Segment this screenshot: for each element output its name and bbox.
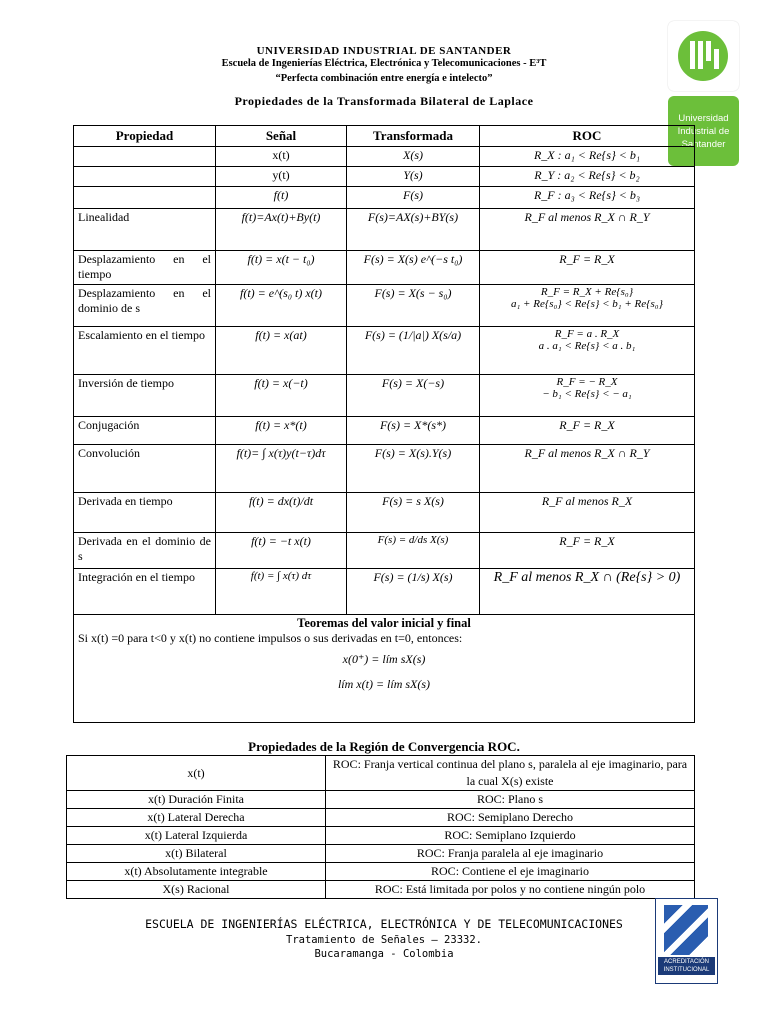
table-row bbox=[67, 809, 695, 827]
roc-cell: R_F = R_X bbox=[480, 251, 695, 285]
roc-cell: R_F al menos R_X ∩ R_Y bbox=[480, 209, 695, 251]
roc-signal: x(t) Absolutamente integrable bbox=[67, 863, 326, 881]
prop-cell bbox=[74, 167, 216, 187]
school-name: Escuela de Ingenierías Eléctrica, Electrónica y Telecomunicaciones - E³T bbox=[221, 58, 547, 69]
signal-cell: y(t) bbox=[216, 167, 347, 187]
table-row bbox=[67, 845, 695, 863]
header-cell: Señal bbox=[216, 126, 347, 147]
signal-cell: f(t) = x(at) bbox=[216, 327, 347, 375]
seal-stripes bbox=[664, 905, 708, 955]
table-row bbox=[74, 569, 695, 615]
prop-cell bbox=[74, 147, 216, 167]
theorem-row bbox=[74, 615, 695, 723]
prop-cell: Derivada en tiempo bbox=[74, 493, 216, 533]
roc-signal: x(t) Duración Finita bbox=[67, 791, 326, 809]
table-header bbox=[74, 126, 695, 147]
roc-desc: ROC: Contiene el eje imaginario bbox=[326, 863, 695, 881]
table-row bbox=[67, 756, 695, 791]
transform-cell: F(s) = (1/|a|) X(s/a) bbox=[347, 327, 480, 375]
roc-desc: ROC: Franja paralela al eje imaginario bbox=[326, 845, 695, 863]
roc-desc: ROC: Plano s bbox=[326, 791, 695, 809]
prop-cell: Conjugación bbox=[74, 417, 216, 445]
signal-cell: f(t) = ∫ x(τ) dτ bbox=[216, 569, 347, 615]
roc-cell: R_Y : a₂ < Re{s} < b₂ bbox=[480, 167, 695, 187]
roc-desc: ROC: Semiplano Derecho bbox=[326, 809, 695, 827]
table-row bbox=[74, 493, 695, 533]
transform-cell: F(s) = X(−s) bbox=[347, 375, 480, 417]
transform-cell: Y(s) bbox=[347, 167, 480, 187]
signal-cell: f(t) = x*(t) bbox=[216, 417, 347, 445]
transform-cell: F(s) = d/ds X(s) bbox=[347, 533, 480, 569]
roc-signal: x(t) Lateral Derecha bbox=[67, 809, 326, 827]
header-cell: Propiedad bbox=[74, 126, 216, 147]
signal-cell: f(t)=Ax(t)+By(t) bbox=[216, 209, 347, 251]
signal-cell: f(t)= ∫ x(τ)y(t−τ)dτ bbox=[216, 445, 347, 493]
roc-cell: R_F = R_X bbox=[480, 533, 695, 569]
footer-city: Bucaramanga - Colombia bbox=[314, 948, 454, 960]
theorem-eq2: lím x(t) = lím sX(s) bbox=[337, 677, 431, 691]
table-row bbox=[74, 533, 695, 569]
transform-cell: F(s) = X(s).Y(s) bbox=[347, 445, 480, 493]
uis-logo bbox=[668, 21, 739, 91]
roc-section-title: Propiedades de la Región de Convergencia ROC. bbox=[248, 739, 520, 754]
table-row bbox=[74, 147, 695, 167]
signal-cell: f(t) = −t x(t) bbox=[216, 533, 347, 569]
header-cell: Transformada bbox=[347, 126, 480, 147]
prop-cell: Linealidad bbox=[74, 209, 216, 251]
roc-desc: ROC: Semiplano Izquierdo bbox=[326, 827, 695, 845]
table-row bbox=[67, 881, 695, 899]
theorem-cell bbox=[74, 615, 695, 723]
roc-cell: R_X : a₁ < Re{s} < b₁ bbox=[480, 147, 695, 167]
theorem-title: Teoremas del valor inicial y final bbox=[297, 616, 471, 630]
prop-cell: Convolución bbox=[74, 445, 216, 493]
table-row bbox=[74, 167, 695, 187]
roc-signal: x(t) Lateral Izquierda bbox=[67, 827, 326, 845]
roc-cell: R_F : a₃ < Re{s} < b₃ bbox=[480, 187, 695, 209]
signal-cell: f(t) = x(−t) bbox=[216, 375, 347, 417]
footer-school: ESCUELA DE INGENIERÍAS ELÉCTRICA, ELECTRÓNICA Y DE TELECOMUNICACIONES bbox=[145, 917, 623, 931]
theorem-eq1: x(0⁺) = lím sX(s) bbox=[342, 652, 426, 666]
roc-signal: x(t) bbox=[67, 756, 326, 791]
roc-cell: R_F al menos R_X ∩ (Re{s} > 0) bbox=[480, 569, 695, 615]
seal-text: ACREDITACIÓN INSTITUCIONAL bbox=[658, 957, 715, 975]
table-row bbox=[74, 445, 695, 493]
prop-cell: Derivada en el dominio de s bbox=[74, 533, 216, 569]
table-row bbox=[67, 827, 695, 845]
roc-cell: R_F = R_X bbox=[480, 417, 695, 445]
transform-cell: F(s) bbox=[347, 187, 480, 209]
prop-cell: Desplazamiento en el tiempo bbox=[74, 251, 216, 285]
roc-cell: R_F al menos R_X ∩ R_Y bbox=[480, 445, 695, 493]
prop-cell bbox=[74, 187, 216, 209]
prop-cell: Integración en el tiempo bbox=[74, 569, 216, 615]
roc-table bbox=[66, 755, 695, 899]
signal-cell: f(t) bbox=[216, 187, 347, 209]
roc-cell: R_F al menos R_X bbox=[480, 493, 695, 533]
footer-course: Tratamiento de Señales – 23332. bbox=[286, 934, 482, 946]
signal-cell: f(t) = dx(t)/dt bbox=[216, 493, 347, 533]
transform-cell: F(s) = s X(s) bbox=[347, 493, 480, 533]
table-row bbox=[67, 863, 695, 881]
header-cell: ROC bbox=[480, 126, 695, 147]
table-row bbox=[74, 375, 695, 417]
roc-desc: ROC: Está limitada por polos y no contiene ningún polo bbox=[326, 881, 695, 899]
accreditation-seal bbox=[655, 898, 718, 984]
signal-cell: x(t) bbox=[216, 147, 347, 167]
roc-cell: R_F = − R_X − b₁ < Re{s} < − a₁ bbox=[480, 375, 695, 417]
table-row bbox=[74, 417, 695, 445]
table-row bbox=[74, 209, 695, 251]
table-row bbox=[74, 251, 695, 285]
roc-cell: R_F = a . R_X a . a₁ < Re{s} < a . b₁ bbox=[480, 327, 695, 375]
transform-cell: X(s) bbox=[347, 147, 480, 167]
page-title: Propiedades de la Transformada Bilateral de Laplace bbox=[234, 94, 534, 108]
theorem-text: Si x(t) =0 para t<0 y x(t) no contiene impulsos o sus derivadas en t=0, entonces: bbox=[78, 631, 463, 645]
prop-cell: Escalamiento en el tiempo bbox=[74, 327, 216, 375]
signal-cell: f(t) = x(t − t₀) bbox=[216, 251, 347, 285]
table-row bbox=[67, 791, 695, 809]
motto: “Perfecta combinación entre energía e intelecto” bbox=[275, 73, 493, 84]
table-row bbox=[74, 187, 695, 209]
transform-cell: F(s)=AX(s)+BY(s) bbox=[347, 209, 480, 251]
signal-cell: f(t) = e^(s₀ t) x(t) bbox=[216, 285, 347, 327]
prop-cell: Inversión de tiempo bbox=[74, 375, 216, 417]
transform-cell: F(s) = X*(s*) bbox=[347, 417, 480, 445]
roc-desc: ROC: Franja vertical continua del plano s, paralela al eje imaginario, para la cual X(s) existe bbox=[326, 756, 695, 791]
transform-cell: F(s) = X(s) e^(−s t₀) bbox=[347, 251, 480, 285]
university-name: UNIVERSIDAD INDUSTRIAL DE SANTANDER bbox=[256, 45, 512, 57]
properties-table bbox=[73, 125, 695, 723]
uis-logo-text: Universidad Industrial de Santander bbox=[668, 96, 739, 166]
transform-cell: F(s) = X(s − s₀) bbox=[347, 285, 480, 327]
table-row bbox=[74, 285, 695, 327]
roc-cell: R_F = R_X + Re{s₀} a₁ + Re{s₀} < Re{s} < b₁ + Re{s₀} bbox=[480, 285, 695, 327]
roc-signal: x(t) Bilateral bbox=[67, 845, 326, 863]
transform-cell: F(s) = (1/s) X(s) bbox=[347, 569, 480, 615]
table-row bbox=[74, 327, 695, 375]
roc-signal: X(s) Racional bbox=[67, 881, 326, 899]
prop-cell: Desplazamiento en el dominio de s bbox=[74, 285, 216, 327]
